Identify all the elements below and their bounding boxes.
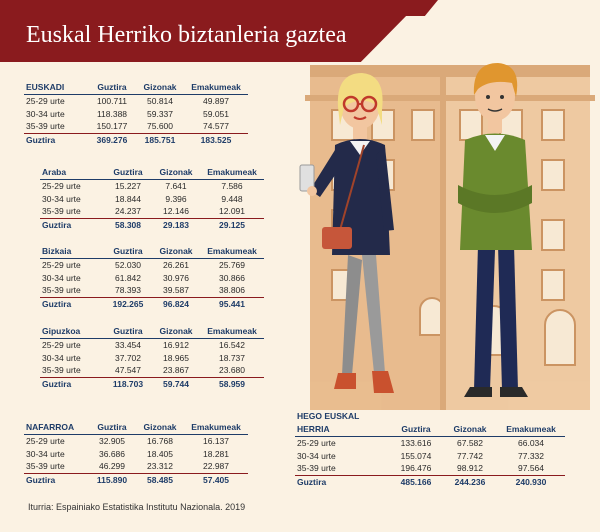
women-cell: 18.737 <box>219 352 245 363</box>
table-row <box>40 284 264 297</box>
col-total-header: Guztira <box>401 423 431 434</box>
age-cell: 35-39 urte <box>42 206 81 216</box>
women-cell: 97.564 <box>518 463 544 473</box>
table-total-row <box>40 297 264 312</box>
women-cell: 77.332 <box>518 450 544 461</box>
table-hego-euskal-herria <box>295 410 565 490</box>
total-cell: 133.616 <box>400 438 432 448</box>
women-cell: 57.405 <box>203 475 229 486</box>
table-row <box>40 364 264 377</box>
illustration-young-people <box>290 55 600 415</box>
men-cell: 30.976 <box>163 272 189 283</box>
table-header <box>295 422 565 437</box>
col-women-header: Emakumeak <box>191 81 241 92</box>
men-cell: 244.236 <box>454 477 486 488</box>
table-row <box>40 339 264 352</box>
men-cell: 26.261 <box>163 260 189 270</box>
table-bizkaia <box>40 244 264 312</box>
age-cell: 30-34 urte <box>42 272 81 283</box>
men-cell: 9.396 <box>165 193 187 204</box>
men-cell: 23.867 <box>163 365 189 375</box>
age-cell: 25-29 urte <box>42 260 81 270</box>
women-cell: 59.051 <box>203 108 229 119</box>
col-total-header: Guztira <box>97 421 127 432</box>
men-cell: 75.600 <box>147 121 173 131</box>
age-cell: 35-39 urte <box>42 285 81 295</box>
table-euskadi <box>24 80 248 148</box>
age-cell: 25-29 urte <box>26 436 65 446</box>
age-cell: 35-39 urte <box>26 121 65 131</box>
men-cell: 16.912 <box>163 340 189 350</box>
table-row <box>24 460 248 473</box>
men-cell: 50.814 <box>147 96 173 106</box>
men-cell: 23.312 <box>147 461 173 471</box>
men-cell: 39.587 <box>163 285 189 295</box>
total-cell: 155.074 <box>400 450 432 461</box>
women-cell: 38.806 <box>219 285 245 295</box>
col-total-header: Guztira <box>113 325 143 336</box>
women-cell: 66.034 <box>518 438 544 448</box>
col-women-header: Emakumeak <box>506 423 556 434</box>
total-label: Guztira <box>42 220 72 231</box>
table-total-row <box>24 473 248 488</box>
col-women-header: Emakumeak <box>207 166 257 177</box>
table-total-row <box>295 475 565 490</box>
total-cell: 46.299 <box>99 461 125 471</box>
page-title: Euskal Herriko biztanleria gaztea <box>26 22 347 48</box>
men-cell: 59.744 <box>163 379 189 390</box>
table-row <box>24 435 248 448</box>
total-label: Guztira <box>26 475 56 486</box>
table-row <box>40 272 264 285</box>
total-cell: 33.454 <box>115 340 141 350</box>
table-row <box>24 108 248 121</box>
total-cell: 485.166 <box>400 477 432 488</box>
table-header <box>40 324 264 339</box>
men-cell: 12.146 <box>163 206 189 216</box>
table-row <box>40 193 264 206</box>
men-cell: 29.183 <box>163 220 189 231</box>
region-label: Araba <box>42 166 67 177</box>
table-row <box>24 120 248 133</box>
men-cell: 7.641 <box>165 181 187 191</box>
col-women-header: Emakumeak <box>207 325 257 336</box>
region-label: HEGO EUSKAL <box>297 410 360 421</box>
total-cell: 58.308 <box>115 220 141 231</box>
men-cell: 59.337 <box>147 108 173 119</box>
col-men-header: Gizonak <box>159 245 193 256</box>
women-cell: 25.769 <box>219 260 245 270</box>
total-cell: 115.890 <box>96 475 128 486</box>
table-row <box>295 450 565 463</box>
age-cell: 30-34 urte <box>26 108 65 119</box>
table-row <box>295 437 565 450</box>
table-araba <box>40 165 264 233</box>
age-cell: 35-39 urte <box>26 461 65 471</box>
women-cell: 12.091 <box>219 206 245 216</box>
region-label: HERRIA <box>297 423 330 434</box>
table-row <box>24 448 248 461</box>
age-cell: 30-34 urte <box>26 448 65 459</box>
total-cell: 150.177 <box>96 121 128 131</box>
region-label-line1 <box>295 410 565 422</box>
col-men-header: Gizonak <box>159 166 193 177</box>
men-cell: 98.912 <box>457 463 483 473</box>
table-row <box>40 352 264 365</box>
table-total-row <box>40 377 264 392</box>
age-cell: 25-29 urte <box>42 340 81 350</box>
age-cell: 25-29 urte <box>26 96 65 106</box>
total-cell: 61.842 <box>115 272 141 283</box>
age-cell: 25-29 urte <box>42 181 81 191</box>
total-cell: 118.388 <box>96 108 128 119</box>
total-cell: 36.686 <box>99 448 125 459</box>
table-total-row <box>24 133 248 148</box>
region-label: EUSKADI <box>26 81 65 92</box>
total-cell: 18.844 <box>115 193 141 204</box>
total-cell: 37.702 <box>115 352 141 363</box>
table-total-row <box>40 218 264 233</box>
total-label: Guztira <box>297 477 327 488</box>
table-header <box>24 80 248 95</box>
region-label: Bizkaia <box>42 245 72 256</box>
total-cell: 118.703 <box>112 379 144 390</box>
col-women-header: Emakumeak <box>207 245 257 256</box>
men-cell: 185.751 <box>144 135 176 146</box>
age-cell: 30-34 urte <box>297 450 336 461</box>
table-header <box>40 165 264 180</box>
age-cell: 35-39 urte <box>42 365 81 375</box>
col-total-header: Guztira <box>113 245 143 256</box>
women-cell: 183.525 <box>200 135 232 146</box>
total-label: Guztira <box>26 135 56 146</box>
col-men-header: Gizonak <box>143 421 177 432</box>
age-cell: 30-34 urte <box>42 352 81 363</box>
women-cell: 58.959 <box>219 379 245 390</box>
total-cell: 369.276 <box>96 135 128 146</box>
total-cell: 47.547 <box>115 365 141 375</box>
women-cell: 22.987 <box>203 461 229 471</box>
table-row <box>40 205 264 218</box>
total-cell: 15.227 <box>115 181 141 191</box>
total-label: Guztira <box>42 299 72 310</box>
total-cell: 78.393 <box>115 285 141 295</box>
table-row <box>40 259 264 272</box>
women-cell: 23.680 <box>219 365 245 375</box>
col-men-header: Gizonak <box>159 325 193 336</box>
total-cell: 52.030 <box>115 260 141 270</box>
women-cell: 16.137 <box>203 436 229 446</box>
women-cell: 74.577 <box>203 121 229 131</box>
table-row <box>40 180 264 193</box>
table-header <box>24 420 248 435</box>
women-cell: 29.125 <box>219 220 245 231</box>
col-men-header: Gizonak <box>453 423 487 434</box>
women-cell: 95.441 <box>219 299 245 310</box>
total-cell: 32.905 <box>99 436 125 446</box>
source-note: Iturria: Espainiako Estatistika Institutu Nazionala. 2019 <box>28 502 246 512</box>
table-gipuzkoa <box>40 324 264 392</box>
total-cell: 24.237 <box>115 206 141 216</box>
total-cell: 192.265 <box>112 299 144 310</box>
men-cell: 67.582 <box>457 438 483 448</box>
region-label: Gipuzkoa <box>42 325 81 336</box>
table-row <box>295 462 565 475</box>
women-cell: 49.897 <box>203 96 229 106</box>
women-cell: 16.542 <box>219 340 245 350</box>
col-total-header: Guztira <box>113 166 143 177</box>
total-label: Guztira <box>42 379 72 390</box>
total-cell: 196.476 <box>400 463 432 473</box>
total-cell: 100.711 <box>96 96 128 106</box>
table-row <box>24 95 248 108</box>
col-men-header: Gizonak <box>143 81 177 92</box>
men-cell: 96.824 <box>163 299 189 310</box>
men-cell: 16.768 <box>147 436 173 446</box>
men-cell: 18.405 <box>147 448 173 459</box>
men-cell: 77.742 <box>457 450 483 461</box>
men-cell: 58.485 <box>147 475 173 486</box>
women-cell: 9.448 <box>221 193 243 204</box>
age-cell: 35-39 urte <box>297 463 336 473</box>
women-cell: 240.930 <box>515 477 547 488</box>
age-cell: 30-34 urte <box>42 193 81 204</box>
col-total-header: Guztira <box>97 81 127 92</box>
age-cell: 25-29 urte <box>297 438 336 448</box>
women-cell: 18.281 <box>203 448 229 459</box>
men-cell: 18.965 <box>163 352 189 363</box>
women-cell: 30.866 <box>219 272 245 283</box>
region-label: NAFARROA <box>26 421 75 432</box>
table-nafarroa <box>24 420 248 488</box>
col-women-header: Emakumeak <box>191 421 241 432</box>
table-header <box>40 244 264 259</box>
women-cell: 7.586 <box>221 181 243 191</box>
